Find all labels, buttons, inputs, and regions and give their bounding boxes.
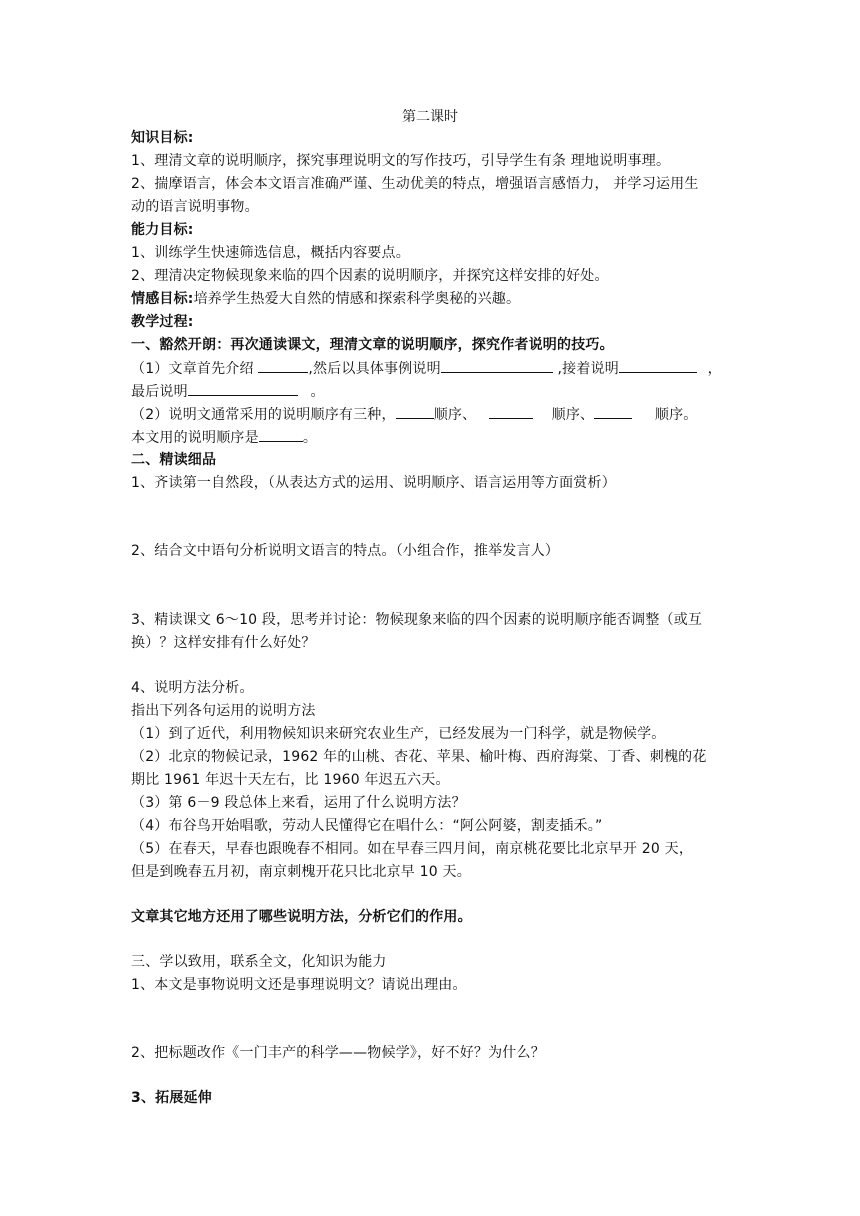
fill-blank[interactable] <box>619 358 697 373</box>
emotion-text: 培养学生热爱大自然的情感和探索科学奥秘的兴趣。 <box>193 291 521 307</box>
reading-item-4-subtitle: 指出下列各句运用的说明方法 <box>131 703 316 719</box>
reading-item-2: 2、结合文中语句分析说明文语言的特点。（小组合作，推举发言人） <box>131 543 560 559</box>
ability-heading: 能力目标: <box>131 222 194 238</box>
fill-blank[interactable] <box>259 427 303 442</box>
question-1-line-2 <box>131 381 325 402</box>
emotion-goal <box>131 289 520 309</box>
q2-text-f: 。 <box>302 430 318 446</box>
q2-text-e: 本文用的说明顺序是 <box>131 430 259 446</box>
sentence-5-line-1: （5）在春天，早春也跟晚春不相同。如在早春三四月间，南京桃花要比北京早开 20 天， <box>131 841 694 857</box>
application-item-1: 1、本文是事物说明文还是事理说明文？请说出理由。 <box>131 977 467 993</box>
sentence-2-line-2: 期比 1961 年迟十天左右，比 1960 年迟五六天。 <box>131 772 450 788</box>
sentence-5-line-2: 但是到晚春五月初，南京刺槐开花只比北京早 10 天。 <box>131 864 471 880</box>
q2-text-d: 顺序。 <box>654 407 698 423</box>
knowledge-heading: 知识目标: <box>131 130 194 146</box>
fill-blank[interactable] <box>594 404 632 419</box>
q1-text-e: 最后说明 <box>131 384 188 400</box>
q1-text-b: ,然后以具体事例说明 <box>308 361 441 377</box>
q1-text-d: ， <box>707 361 722 377</box>
reading-item-3-line-1: 3、精读课文 6～10 段，思考并讨论：物候现象来临的四个因素的说明顺序能否调整（或互 <box>131 612 703 628</box>
lesson-title: 第二课时 <box>402 109 458 125</box>
fill-blank[interactable] <box>489 404 533 419</box>
question-2-line-2 <box>131 427 317 448</box>
application-item-2: 2、把标题改作《一门丰产的科学——物候学》，好不好？为什么？ <box>131 1045 545 1061</box>
section-3-heading: 三、学以致用，联系全文，化知识为能力 <box>131 954 387 970</box>
q1-text-c: ,接着说明 <box>557 361 619 377</box>
knowledge-item-1: 1、理清文章的说明顺序，探究事理说明文的写作技巧，引导学生有条 理地说明事理。 <box>131 153 671 169</box>
q1-text-a: （1）文章首先介绍 <box>131 361 254 377</box>
sentence-4: （4）布谷鸟开始唱歌，劳动人民懂得它在唱什么：“阿公阿婆，割麦插禾。” <box>131 818 603 834</box>
q2-text-c: 顺序、 <box>551 407 595 423</box>
q1-text-f: 。 <box>310 384 325 400</box>
process-heading: 教学过程: <box>131 314 194 330</box>
section-2-heading: 二、精读细品 <box>131 452 217 468</box>
application-item-3: 3、拓展延伸 <box>131 1090 212 1106</box>
sentence-2-line-1: （2）北京的物候记录，1962 年的山桃、杏花、苹果、榆叶梅、西府海棠、丁香、刺槐的花 <box>131 749 707 765</box>
q2-text-b: 顺序、 <box>433 407 477 423</box>
ability-item-1: 1、训练学生快速筛选信息，概括内容要点。 <box>131 245 410 261</box>
question-2-line-1 <box>131 404 698 425</box>
knowledge-item-2-line-2: 动的语言说明事物。 <box>131 199 259 215</box>
reading-item-1: 1、齐读第一自然段，（从表达方式的运用、说明顺序、语言运用等方面赏析） <box>131 475 616 491</box>
knowledge-item-2-line-1: 2、揣摩语言，体会本文语言准确严谨、生动优美的特点，增强语言感悟力， 并学习运用生 <box>131 176 699 192</box>
question-1-line-1 <box>131 358 722 379</box>
sentence-1: （1）到了近代，利用物候知识来研究农业生产，已经发展为一门科学，就是物候学。 <box>131 726 666 742</box>
q2-text-a: （2）说明文通常采用的说明顺序有三种， <box>131 407 396 423</box>
sentence-3: （3）第 6－9 段总体上来看，运用了什么说明方法？ <box>131 795 466 811</box>
fill-blank[interactable] <box>441 358 553 373</box>
reading-item-4: 4、说明方法分析。 <box>131 680 254 696</box>
section-1-heading: 一、豁然开朗：再次通读课文，理清文章的说明顺序，探究作者说明的技巧。 <box>131 337 614 353</box>
fill-blank[interactable] <box>396 404 434 419</box>
ability-item-2: 2、理清决定物候现象来临的四个因素的说明顺序，并探究这样安排的好处。 <box>131 268 609 284</box>
emotion-heading: 情感目标: <box>131 291 194 307</box>
fill-blank[interactable] <box>188 381 298 396</box>
other-methods-question: 文章其它地方还用了哪些说明方法，分析它们的作用。 <box>131 909 472 925</box>
reading-item-3-line-2: 换）？这样安排有什么好处？ <box>131 635 316 651</box>
fill-blank[interactable] <box>258 358 308 373</box>
